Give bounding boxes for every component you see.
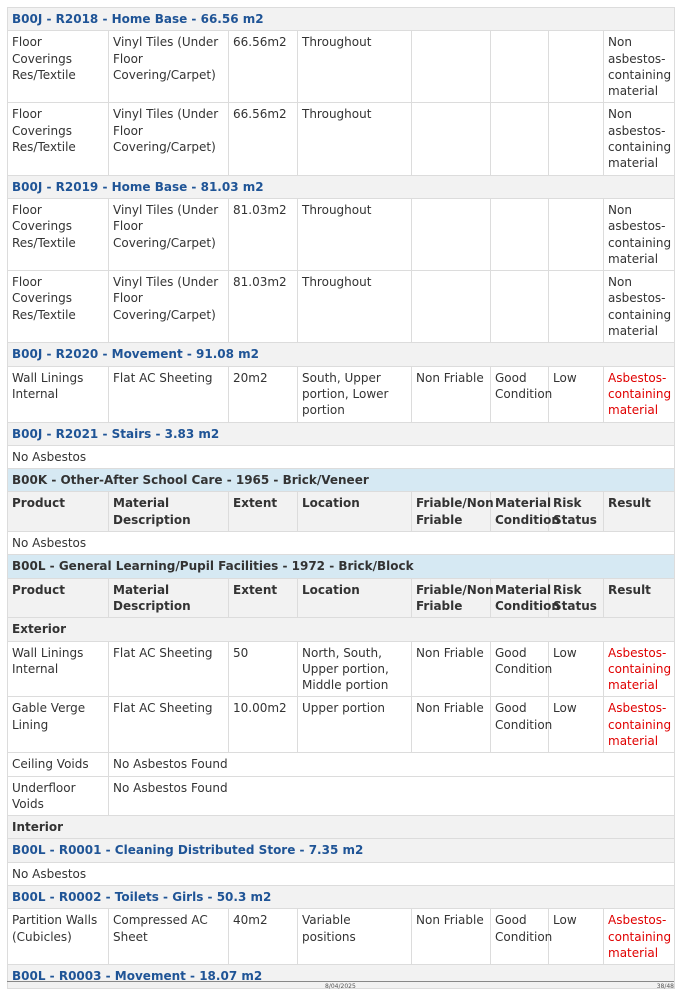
page-footer <box>7 981 674 990</box>
cell-friable <box>412 103 491 175</box>
cell-result: Non asbestos-containing material <box>604 198 675 270</box>
cell-material-description: Vinyl Tiles (Under Floor Covering/Carpet) <box>109 103 229 175</box>
cell-result: Asbestos-containing material <box>604 909 675 965</box>
cell-material-condition: Good Condition <box>491 641 549 697</box>
room-row <box>8 8 675 31</box>
cell-location: Variable positions <box>298 909 412 965</box>
cell-friable: Non Friable <box>412 366 491 422</box>
asbestos-register-table <box>7 7 675 989</box>
column-header-extent: Extent <box>229 492 298 532</box>
cell-friable <box>412 198 491 270</box>
cell-finding: No Asbestos Found <box>109 776 675 816</box>
no-asbestos-note: No Asbestos <box>8 532 675 555</box>
cell-risk-status <box>549 271 604 343</box>
column-header-row <box>8 492 675 532</box>
cell-material-condition <box>491 198 549 270</box>
column-header-material-description: Material Description <box>109 492 229 532</box>
cell-extent: 20m2 <box>229 366 298 422</box>
room-row <box>8 343 675 366</box>
section-row <box>8 618 675 641</box>
column-header-extent: Extent <box>229 578 298 618</box>
column-header-risk-status: Risk Status <box>549 578 604 618</box>
table-row <box>8 366 675 422</box>
cell-friable: Non Friable <box>412 641 491 697</box>
room-heading: B00J - R2020 - Movement - 91.08 m2 <box>8 343 675 366</box>
cell-location: Upper portion <box>298 697 412 753</box>
table-row <box>8 641 675 697</box>
cell-risk-status: Low <box>549 697 604 753</box>
cell-product: Partition Walls (Cubicles) <box>8 909 109 965</box>
cell-material-condition: Good Condition <box>491 697 549 753</box>
cell-extent: 10.00m2 <box>229 697 298 753</box>
column-header-material-description: Material Description <box>109 578 229 618</box>
column-header-product: Product <box>8 578 109 618</box>
cell-material-condition <box>491 31 549 103</box>
column-header-result: Result <box>604 492 675 532</box>
cell-risk-status: Low <box>549 366 604 422</box>
section-heading: Exterior <box>8 618 675 641</box>
cell-extent: 66.56m2 <box>229 31 298 103</box>
building-heading: B00K - Other-After School Care - 1965 - Brick/Veneer <box>8 469 675 492</box>
cell-extent: 81.03m2 <box>229 198 298 270</box>
section-row <box>8 816 675 839</box>
cell-result: Asbestos-containing material <box>604 366 675 422</box>
no-asbestos-note: No Asbestos <box>8 862 675 885</box>
cell-location: Throughout <box>298 31 412 103</box>
column-header-risk-status: Risk Status <box>549 492 604 532</box>
cell-product: Wall Linings Internal <box>8 641 109 697</box>
room-row <box>8 839 675 862</box>
table-row <box>8 103 675 175</box>
column-header-friable: Friable/Non Friable <box>412 578 491 618</box>
cell-extent: 40m2 <box>229 909 298 965</box>
building-heading: B00L - General Learning/Pupil Facilities - 1972 - Brick/Block <box>8 555 675 578</box>
table-row <box>8 909 675 965</box>
room-row <box>8 886 675 909</box>
cell-risk-status <box>549 103 604 175</box>
column-header-material-condition: Material Condition <box>491 578 549 618</box>
cell-risk-status: Low <box>549 641 604 697</box>
void-row <box>8 753 675 776</box>
cell-friable <box>412 31 491 103</box>
cell-extent: 81.03m2 <box>229 271 298 343</box>
cell-result: Non asbestos-containing material <box>604 103 675 175</box>
column-header-location: Location <box>298 492 412 532</box>
column-header-result: Result <box>604 578 675 618</box>
building-row <box>8 469 675 492</box>
room-heading: B00L - R0003 - Movement - 18.07 m2 <box>8 965 675 988</box>
cell-material-description: Flat AC Sheeting <box>109 366 229 422</box>
cell-result: Asbestos-containing material <box>604 697 675 753</box>
cell-location: North, South, Upper portion, Middle portion <box>298 641 412 697</box>
cell-friable <box>412 271 491 343</box>
cell-location: Throughout <box>298 103 412 175</box>
table-row <box>8 697 675 753</box>
room-heading: B00J - R2021 - Stairs - 3.83 m2 <box>8 422 675 445</box>
cell-risk-status <box>549 31 604 103</box>
room-heading: B00J - R2019 - Home Base - 81.03 m2 <box>8 175 675 198</box>
cell-material-description: Vinyl Tiles (Under Floor Covering/Carpet) <box>109 271 229 343</box>
cell-material-description: Vinyl Tiles (Under Floor Covering/Carpet) <box>109 31 229 103</box>
table-row <box>8 198 675 270</box>
cell-product: Underfloor Voids <box>8 776 109 816</box>
room-heading: B00J - R2018 - Home Base - 66.56 m2 <box>8 8 675 31</box>
room-heading: B00L - R0002 - Toilets - Girls - 50.3 m2 <box>8 886 675 909</box>
cell-result: Non asbestos-containing material <box>604 271 675 343</box>
cell-location: Throughout <box>298 271 412 343</box>
no-asbestos-note: No Asbestos <box>8 445 675 468</box>
cell-material-condition: Good Condition <box>491 366 549 422</box>
cell-material-condition <box>491 103 549 175</box>
cell-location: South, Upper portion, Lower portion <box>298 366 412 422</box>
footer-page-number: 38/48 <box>656 983 674 990</box>
building-row <box>8 555 675 578</box>
cell-material-description: Vinyl Tiles (Under Floor Covering/Carpet) <box>109 198 229 270</box>
room-heading: B00L - R0001 - Cleaning Distributed Store - 7.35 m2 <box>8 839 675 862</box>
cell-product: Floor Coverings Res/Textile <box>8 103 109 175</box>
table-row <box>8 271 675 343</box>
note-row <box>8 445 675 468</box>
cell-material-description: Flat AC Sheeting <box>109 697 229 753</box>
column-header-location: Location <box>298 578 412 618</box>
cell-extent: 50 <box>229 641 298 697</box>
cell-friable: Non Friable <box>412 909 491 965</box>
cell-friable: Non Friable <box>412 697 491 753</box>
cell-extent: 66.56m2 <box>229 103 298 175</box>
table-row <box>8 31 675 103</box>
cell-product: Wall Linings Internal <box>8 366 109 422</box>
cell-product: Ceiling Voids <box>8 753 109 776</box>
cell-product: Floor Coverings Res/Textile <box>8 271 109 343</box>
cell-product: Floor Coverings Res/Textile <box>8 31 109 103</box>
cell-material-condition: Good Condition <box>491 909 549 965</box>
note-row <box>8 532 675 555</box>
room-row <box>8 422 675 445</box>
cell-risk-status <box>549 198 604 270</box>
room-row <box>8 175 675 198</box>
cell-risk-status: Low <box>549 909 604 965</box>
column-header-material-condition: Material Condition <box>491 492 549 532</box>
column-header-row <box>8 578 675 618</box>
cell-finding: No Asbestos Found <box>109 753 675 776</box>
cell-result: Non asbestos-containing material <box>604 31 675 103</box>
note-row <box>8 862 675 885</box>
cell-material-description: Flat AC Sheeting <box>109 641 229 697</box>
cell-location: Throughout <box>298 198 412 270</box>
cell-material-description: Compressed AC Sheet <box>109 909 229 965</box>
footer-date: 8/04/2025 <box>325 983 356 990</box>
void-row <box>8 776 675 816</box>
cell-product: Gable Verge Lining <box>8 697 109 753</box>
column-header-product: Product <box>8 492 109 532</box>
cell-material-condition <box>491 271 549 343</box>
column-header-friable: Friable/Non Friable <box>412 492 491 532</box>
cell-product: Floor Coverings Res/Textile <box>8 198 109 270</box>
section-heading: Interior <box>8 816 675 839</box>
cell-result: Asbestos-containing material <box>604 641 675 697</box>
